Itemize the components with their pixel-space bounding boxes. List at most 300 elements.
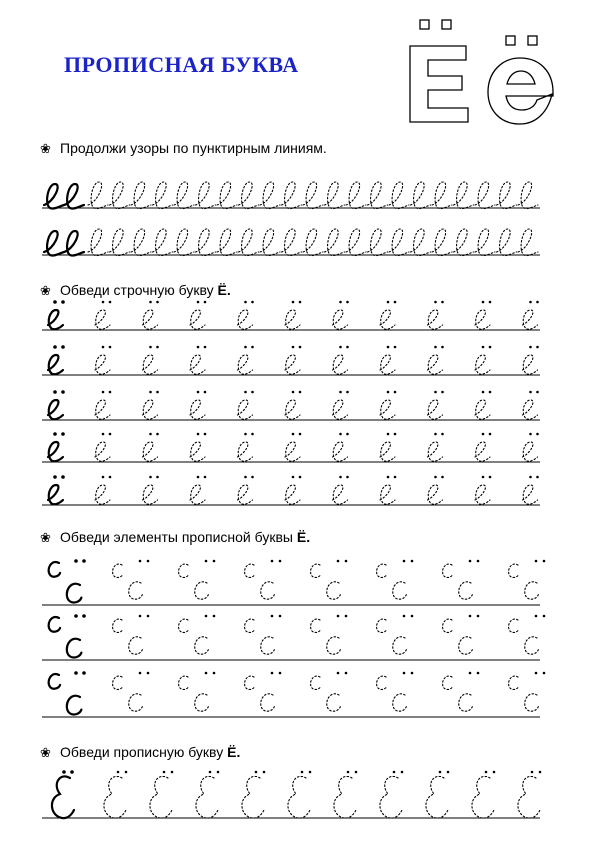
element-big-c-trace: [129, 637, 143, 654]
yo-dot: [346, 476, 349, 479]
pattern-row-2-trace-loop: [368, 229, 388, 256]
yo-dot: [482, 476, 485, 479]
yo-dot: [387, 433, 390, 436]
yo-dot: [163, 771, 166, 774]
yo-dot: [345, 560, 348, 563]
pattern-row-2-trace-loop: [346, 229, 366, 256]
pattern-row-2-trace-loop: [497, 229, 517, 256]
lowercase-yo-trace: [190, 442, 205, 461]
yo-dot: [61, 345, 65, 349]
yo-dot: [477, 615, 480, 618]
pattern-row-1-trace-loop: [282, 182, 302, 209]
yo-dot: [53, 432, 57, 436]
element-big-c-sample: [67, 696, 82, 715]
yo-dot: [485, 771, 488, 774]
yo-dot: [244, 433, 247, 436]
yo-dot: [147, 672, 150, 675]
uppercase-yo-trace: [518, 776, 540, 818]
yo-dot: [529, 476, 532, 479]
yo-dot: [441, 346, 444, 349]
element-small-c-trace: [377, 619, 387, 632]
yo-dot: [139, 615, 142, 618]
element-small-c-trace: [311, 676, 321, 689]
yo-dot: [61, 475, 65, 479]
yo-dot: [489, 433, 492, 436]
element-big-c-trace: [459, 582, 473, 599]
lowercase-yo-trace: [143, 310, 158, 329]
yo-dot: [244, 301, 247, 304]
lowercase-yo-trace: [285, 442, 300, 461]
yo-dot: [482, 391, 485, 394]
lowercase-yo-trace: [428, 310, 443, 329]
lowercase-yo-trace: [190, 485, 205, 504]
yo-dot: [102, 301, 105, 304]
yo-dot: [489, 391, 492, 394]
yo-dot: [434, 391, 437, 394]
yo-dot: [355, 771, 358, 774]
instruction-elements: ❀ Обведи элементы прописной буквы Ё.: [40, 529, 311, 545]
lowercase-yo-trace: [285, 355, 300, 374]
yo-dot: [543, 560, 546, 563]
yo-dot: [213, 560, 216, 563]
yo-dot: [299, 476, 302, 479]
yo-dot: [489, 476, 492, 479]
yo-dot: [535, 672, 538, 675]
yo-dot: [434, 346, 437, 349]
element-big-c-trace: [459, 694, 473, 711]
yo-dot: [53, 475, 57, 479]
yo-dot: [82, 559, 86, 563]
yo-dot: [441, 391, 444, 394]
lowercase-yo-trace: [238, 442, 253, 461]
lowercase-yo-trace: [380, 400, 395, 419]
element-small-c-trace: [179, 564, 189, 577]
element-big-c-trace: [525, 694, 539, 711]
yo-dot: [299, 346, 302, 349]
yo-dot: [70, 770, 74, 774]
yo-dot: [401, 771, 404, 774]
lowercase-yo-trace: [475, 400, 490, 419]
yo-dot: [403, 560, 406, 563]
yo-dot: [536, 301, 539, 304]
lowercase-yo-trace: [333, 355, 348, 374]
yo-dot: [149, 476, 152, 479]
yo-dot: [346, 433, 349, 436]
yo-dot: [205, 672, 208, 675]
yo-dot: [197, 476, 200, 479]
yo-dot: [434, 433, 437, 436]
yo-dot: [393, 771, 396, 774]
lowercase-yo-trace: [238, 355, 253, 374]
yo-dot: [74, 671, 78, 675]
yo-dot: [204, 476, 207, 479]
yo-dot: [61, 300, 65, 304]
yo-dot: [197, 391, 200, 394]
uppercase-yo-trace: [196, 776, 218, 818]
element-big-c-trace: [525, 637, 539, 654]
yo-dot: [536, 433, 539, 436]
element-big-c-trace: [261, 694, 275, 711]
yo-dot: [339, 476, 342, 479]
element-small-c-trace: [509, 676, 519, 689]
lowercase-yo-trace: [380, 485, 395, 504]
uppercase-yo-trace: [472, 776, 494, 818]
lowercase-yo-trace: [95, 310, 110, 329]
pattern-row-2-trace-loop: [110, 229, 130, 256]
element-big-c-trace: [327, 694, 341, 711]
flower-icon: ❀: [40, 141, 51, 156]
yo-dot: [149, 301, 152, 304]
pattern-row-2-trace-loop: [518, 229, 538, 256]
lowercase-yo-sample: [48, 310, 63, 329]
lowercase-yo-trace: [428, 355, 443, 374]
yo-dot: [411, 615, 414, 618]
yo-dot: [149, 346, 152, 349]
element-small-c-trace: [443, 676, 453, 689]
yo-dot: [394, 476, 397, 479]
yo-dot: [387, 476, 390, 479]
pattern-row-2-trace-loop: [239, 229, 259, 256]
yo-dot: [292, 476, 295, 479]
element-big-c-trace: [261, 637, 275, 654]
yo-dot: [543, 672, 546, 675]
lowercase-yo-trace: [95, 355, 110, 374]
yo-dot: [61, 390, 65, 394]
yo-dot: [309, 771, 312, 774]
lowercase-yo-trace: [238, 485, 253, 504]
yo-dot: [149, 391, 152, 394]
yo-dot: [482, 346, 485, 349]
yo-dot: [204, 346, 207, 349]
lowercase-yo-trace: [143, 400, 158, 419]
element-small-c-trace: [311, 619, 321, 632]
element-small-c-trace: [245, 619, 255, 632]
yo-dot: [536, 346, 539, 349]
element-big-c-trace: [195, 582, 209, 599]
element-small-c-sample: [49, 674, 60, 689]
yo-dot: [102, 476, 105, 479]
element-small-c-trace: [509, 619, 519, 632]
pattern-row-2-trace-loop: [389, 229, 409, 256]
pattern-row-1-trace-loop: [389, 182, 409, 209]
pattern-row-1-trace-loop: [368, 182, 388, 209]
lowercase-yo-trace: [95, 400, 110, 419]
yo-dot: [109, 433, 112, 436]
element-small-c-trace: [179, 676, 189, 689]
yo-dot: [299, 301, 302, 304]
element-big-c-trace: [327, 582, 341, 599]
pattern-row-1-trace-loop: [497, 182, 517, 209]
element-big-c-trace: [261, 582, 275, 599]
yo-dot: [337, 615, 340, 618]
yo-dot: [204, 301, 207, 304]
pattern-row-1-trace-loop: [110, 182, 130, 209]
yo-dot: [535, 560, 538, 563]
yo-dot: [434, 301, 437, 304]
yo-dot: [109, 346, 112, 349]
lowercase-yo-trace: [285, 485, 300, 504]
uppercase-yo-trace: [426, 776, 448, 818]
flower-icon: ❀: [40, 745, 51, 760]
yo-dot: [477, 672, 480, 675]
lowercase-yo-trace: [333, 310, 348, 329]
yo-dot: [469, 615, 472, 618]
yo-dot: [117, 771, 120, 774]
pattern-row-1-trace-loop: [475, 182, 495, 209]
yo-dot: [109, 476, 112, 479]
yo-dot: [279, 672, 282, 675]
yo-dot: [205, 560, 208, 563]
yo-dot: [62, 770, 66, 774]
uppercase-yo-trace: [150, 776, 172, 818]
yo-dot: [387, 391, 390, 394]
yo-dot: [213, 672, 216, 675]
lowercase-yo-trace: [285, 310, 300, 329]
yo-dot: [251, 301, 254, 304]
yo-dot: [204, 433, 207, 436]
lowercase-yo-trace: [523, 485, 538, 504]
yo-dot: [74, 614, 78, 618]
yo-dot: [482, 301, 485, 304]
yo-dot: [543, 615, 546, 618]
pattern-row-2-trace-loop: [411, 229, 431, 256]
yo-dot: [147, 560, 150, 563]
yo-dot: [251, 476, 254, 479]
yo-dot: [82, 671, 86, 675]
yo-dot: [53, 345, 57, 349]
yo-dot: [197, 433, 200, 436]
yo-dot: [346, 391, 349, 394]
lowercase-yo-trace: [143, 485, 158, 504]
lowercase-yo-trace: [238, 310, 253, 329]
yo-dot: [469, 672, 472, 675]
yo-dot: [489, 301, 492, 304]
lowercase-yo-trace: [143, 355, 158, 374]
lowercase-yo-sample: [48, 400, 63, 419]
yo-dot: [339, 301, 342, 304]
yo-dot: [61, 432, 65, 436]
pattern-row-1-trace-loop: [260, 182, 280, 209]
yo-dot: [279, 560, 282, 563]
pattern-row-1-trace-loop: [174, 182, 194, 209]
yo-dot: [482, 433, 485, 436]
yo-dot: [102, 391, 105, 394]
lowercase-yo-sample: [48, 355, 63, 374]
element-small-c-trace: [179, 619, 189, 632]
yo-dot: [299, 433, 302, 436]
yo-dot: [387, 301, 390, 304]
pattern-row-1-trace-loop: [346, 182, 366, 209]
yo-dot: [339, 433, 342, 436]
yo-dot: [244, 476, 247, 479]
yo-dot: [529, 433, 532, 436]
yo-dot: [82, 614, 86, 618]
yo-dot: [109, 391, 112, 394]
element-small-c-trace: [245, 676, 255, 689]
element-big-c-trace: [459, 637, 473, 654]
element-big-c-trace: [129, 694, 143, 711]
pattern-row-1-trace-loop: [411, 182, 431, 209]
pattern-row-1-trace-loop: [217, 182, 237, 209]
pattern-row-2-trace-loop: [454, 229, 474, 256]
yo-dot: [156, 433, 159, 436]
element-big-c-trace: [393, 582, 407, 599]
yo-dot: [489, 346, 492, 349]
yo-dot: [394, 433, 397, 436]
pattern-row-1-trace-loop: [131, 182, 151, 209]
lowercase-yo-trace: [333, 485, 348, 504]
lowercase-yo-trace: [285, 400, 300, 419]
yo-dot: [251, 346, 254, 349]
yo-dot: [441, 301, 444, 304]
element-small-c-sample: [49, 562, 60, 577]
lowercase-yo-trace: [523, 310, 538, 329]
lowercase-yo-trace: [523, 400, 538, 419]
yo-dot: [339, 391, 342, 394]
element-small-c-trace: [443, 619, 453, 632]
pattern-row-2-trace-loop: [174, 229, 194, 256]
yo-dot: [536, 391, 539, 394]
lowercase-yo-trace: [190, 310, 205, 329]
lowercase-yo-trace: [333, 442, 348, 461]
yo-dot: [209, 771, 212, 774]
element-small-c-trace: [113, 619, 123, 632]
yo-dot: [529, 346, 532, 349]
yo-dot: [244, 346, 247, 349]
instruction-patterns: ❀ Продолжи узоры по пунктирным линиям.: [40, 140, 327, 156]
pattern-row-2-trace-loop: [217, 229, 237, 256]
uppercase-yo-trace: [334, 776, 356, 818]
yo-dot: [279, 615, 282, 618]
yo-dot: [217, 771, 220, 774]
yo-dot: [156, 346, 159, 349]
yo-dot: [74, 559, 78, 563]
yo-dot: [139, 672, 142, 675]
lowercase-yo-trace: [380, 442, 395, 461]
element-small-c-trace: [377, 564, 387, 577]
pattern-row-2-trace-loop: [88, 229, 108, 256]
yo-dot: [347, 771, 350, 774]
pattern-row-2-sample-2: [64, 231, 84, 256]
yo-dot: [53, 300, 57, 304]
element-big-c-trace: [327, 637, 341, 654]
lowercase-yo-trace: [475, 485, 490, 504]
element-big-c-trace: [393, 637, 407, 654]
yo-dot: [125, 771, 128, 774]
pattern-row-1-trace-loop: [325, 182, 345, 209]
yo-dot: [441, 433, 444, 436]
yo-dot: [102, 346, 105, 349]
pattern-row-1-trace-loop: [153, 182, 173, 209]
yo-dot: [53, 390, 57, 394]
pattern-row-2-trace-loop: [303, 229, 323, 256]
yo-dot: [171, 771, 174, 774]
yo-dot: [403, 615, 406, 618]
yo-dot: [271, 672, 274, 675]
yo-dot: [197, 346, 200, 349]
uppercase-yo-trace: [104, 776, 126, 818]
yo-dot: [109, 301, 112, 304]
element-small-c-trace: [509, 564, 519, 577]
element-big-c-sample: [67, 639, 82, 658]
instruction-uppercase: ❀ Обведи прописную букву Ё.: [40, 744, 241, 760]
yo-dot: [529, 391, 532, 394]
yo-dot: [535, 615, 538, 618]
lowercase-yo-trace: [143, 442, 158, 461]
yo-dot: [213, 615, 216, 618]
element-big-c-trace: [195, 694, 209, 711]
yo-dot: [345, 672, 348, 675]
element-small-c-trace: [113, 676, 123, 689]
lowercase-yo-trace: [428, 400, 443, 419]
element-big-c-trace: [195, 637, 209, 654]
yo-dot: [439, 771, 442, 774]
lowercase-yo-trace: [190, 400, 205, 419]
uppercase-yo-trace: [288, 776, 310, 818]
element-big-c-trace: [525, 582, 539, 599]
lowercase-yo-sample: [48, 485, 63, 504]
pattern-row-2-trace-loop: [282, 229, 302, 256]
yo-dot: [251, 391, 254, 394]
yo-dot: [434, 476, 437, 479]
yo-dot: [156, 301, 159, 304]
yo-dot: [244, 391, 247, 394]
element-big-c-trace: [129, 582, 143, 599]
yo-dot: [531, 771, 534, 774]
element-small-c-trace: [443, 564, 453, 577]
yo-dot: [403, 672, 406, 675]
yo-dot: [292, 391, 295, 394]
element-big-c-trace: [393, 694, 407, 711]
yo-dot: [147, 615, 150, 618]
lowercase-yo-trace: [428, 485, 443, 504]
lowercase-yo-trace: [95, 485, 110, 504]
yo-dot: [139, 560, 142, 563]
lowercase-yo-trace: [95, 442, 110, 461]
yo-dot: [447, 771, 450, 774]
pattern-row-1-trace-loop: [239, 182, 259, 209]
pattern-row-2-trace-loop: [196, 229, 216, 256]
element-small-c-trace: [113, 564, 123, 577]
yo-dot: [301, 771, 304, 774]
yo-dot: [477, 560, 480, 563]
yo-dot: [493, 771, 496, 774]
element-small-c-trace: [377, 676, 387, 689]
pattern-row-2-trace-loop: [131, 229, 151, 256]
yo-dot: [271, 615, 274, 618]
lowercase-yo-trace: [428, 442, 443, 461]
pattern-row-1-trace-loop: [303, 182, 323, 209]
lowercase-yo-trace: [523, 355, 538, 374]
yo-dot: [205, 615, 208, 618]
lowercase-yo-trace: [523, 442, 538, 461]
pattern-row-1-trace-loop: [518, 182, 538, 209]
yo-dot: [292, 301, 295, 304]
element-small-c-trace: [245, 564, 255, 577]
pattern-row-2-sample-1: [44, 231, 64, 256]
flower-icon: ❀: [40, 530, 51, 545]
pattern-row-2-trace-loop: [153, 229, 173, 256]
yo-dot: [299, 391, 302, 394]
flower-icon: ❀: [40, 283, 51, 298]
yo-dot: [337, 560, 340, 563]
pattern-row-1-trace-loop: [454, 182, 474, 209]
yo-dot: [204, 391, 207, 394]
yo-dot: [156, 391, 159, 394]
pattern-row-1-trace-loop: [432, 182, 452, 209]
yo-dot: [271, 560, 274, 563]
pattern-row-2-trace-loop: [475, 229, 495, 256]
